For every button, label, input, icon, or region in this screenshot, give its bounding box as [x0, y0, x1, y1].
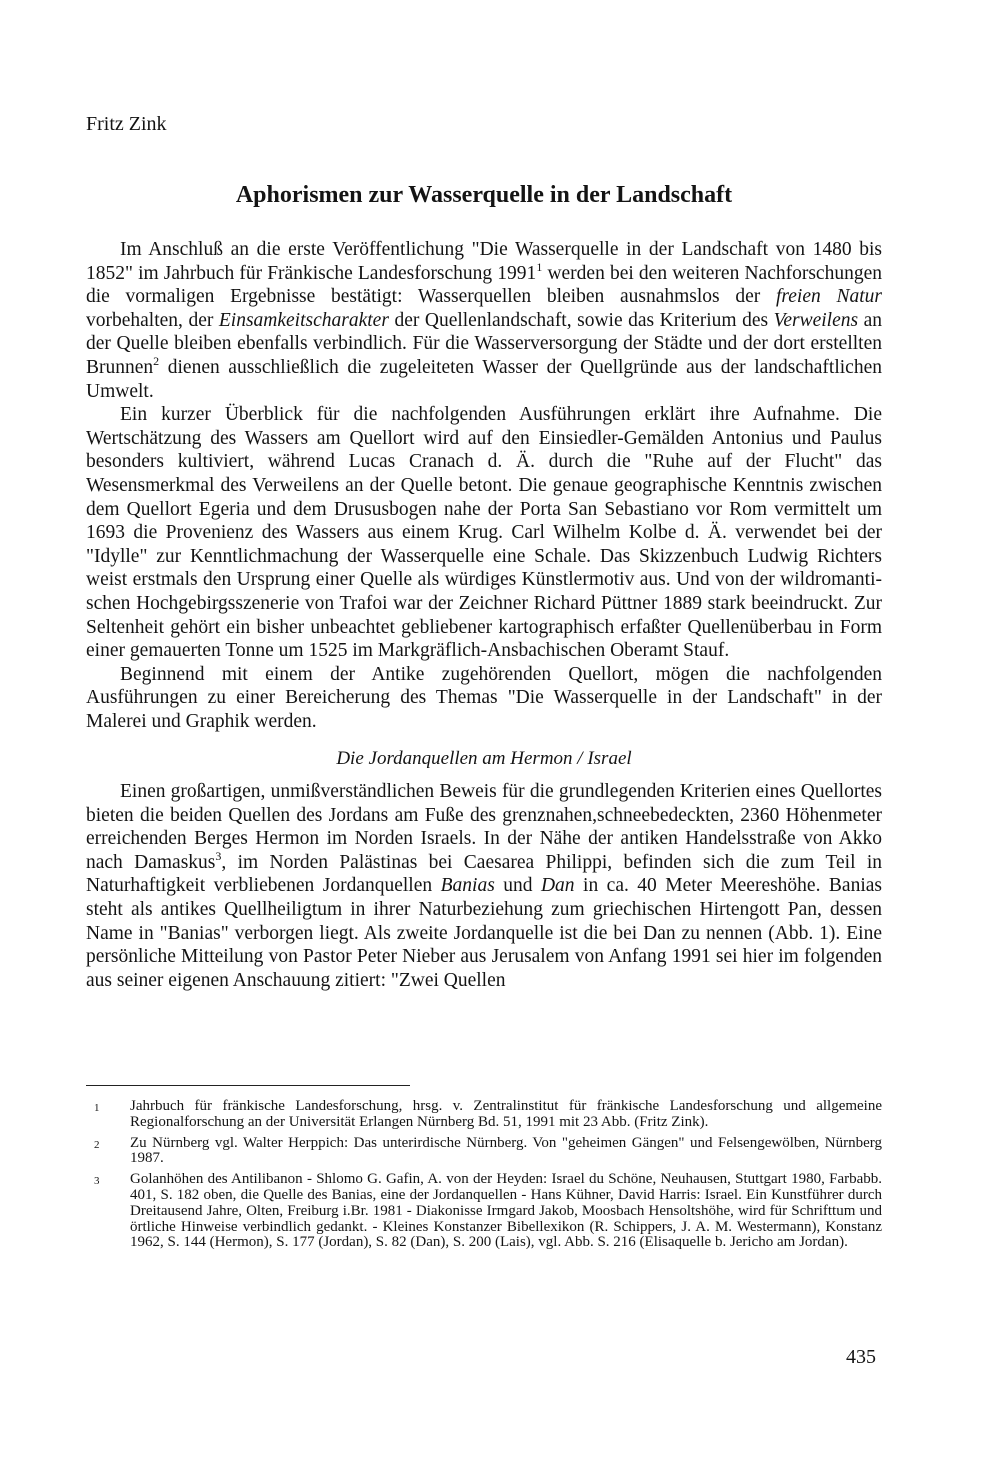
text-run: Im Anschluß an die erste Veröffentlichung "Die Wasserquelle in der Landschaft von 1480 bis 1852" im Jahrbuch für Fränkische Landesforschung 1991: [86, 239, 882, 284]
text-run: der Quellenlandschaft, sowie das Kriterium des: [388, 309, 774, 331]
text-run: an der Quelle bleiben ebenfalls verbindlich. Für die Wasserversorgung der Städte und der dort erstellten Brunnen: [86, 309, 883, 378]
footnote-ref: 3: [215, 848, 222, 863]
footnote-number: 3: [94, 1175, 100, 1188]
emphasis: freien Natur: [775, 286, 882, 308]
text-run: Ein kurzer Überblick für die nachfolgenden Ausführungen erklärt ihre Aufnahme. Die Wertschätzung des Wassers am Quellort wird auf den Einsiedler-Gemälden Antonius und Paulus besonders kultiviert, während Lucas Cranach d. Ä. durch die "Ruhe auf der Flucht" das Wesensmerkmal des Verweilens an der Quelle betont. Die genaue geographische Kenntnis zwischen dem Quellort Egeria und dem Drususbogen nahe der Porta San Sebastiano vor Rom vermittelt um 1693 die Provenienz des Wassers aus einem Krug. Carl Wilhelm Kolbe d. Ä. verwendet bei der "Idylle" zur Kenntlichmachung der Wasserquelle eine Schale. Das Skizzenbuch Ludwig Richters weist erstmals den Ursprung einer Quelle als würdiges Künstlermotiv aus. Und von der wildromantischen Hochgebirgsszenerie von Trafoi war der Zeichner Richard Püttner 1889 stark beeindruckt. Zur Seltenheit gehört ein bisher unbeachtet gebliebener kartographisch erfaßter Quellenüberbau in Form einer gemauerten Tonne um 1525 im Markgräflich-Ansbachischen Oberamt Stauf.: [86, 404, 882, 662]
text-run: in ca. 40 Meter Meereshöhe. Banias steht als antikes Quellheiligtum in ihrer Naturbeziehung zum griechischen Hirtengott Pan, dessen Name in "Banias" verborgen liegt. Als zweite Jordanquelle ist die bei Dan zu nennen (Abb. 1). Eine persönliche Mitteilung von Pastor Peter Nieber aus Jerusalem von Anfang 1991 sei hier im folgenden aus seiner eigenen Anschauung zitiert: "Zwei Quellen: [86, 875, 883, 991]
text-run: und: [494, 875, 541, 897]
emphasis: Einsamkeitscharakter: [218, 309, 389, 331]
text-run: werden bei den weiteren Nachforschungen die vormaligen Ergebnisse bestätigt: Wasserquellen bleiben ausnahmslos der: [86, 262, 882, 308]
emphasis: Banias: [440, 875, 495, 897]
body-paragraph: [86, 403, 882, 663]
footnote-text: Jahrbuch für fränkische Landesforschung, hrsg. v. Zentralinstitut für fränkische Landesforschung und allgemeine Regionalforschung an der Universität Erlangen Nürnberg Bd. 51, 1991 mit 23 Abb. (Fritz Zink).: [130, 1098, 882, 1130]
text-run: Einen großartigen, unmißverständlichen Beweis für die grundlegenden Kriterien eines Quellortes bieten die beiden Quellen des Jordans am Fuße des grenznahen,schneebedeckten, 2360 Höhenmeter erreichenden Berges Hermon im Norden Israels. In der Nähe der antiken Handelsstraße von Akko nach Damaskus: [86, 781, 882, 873]
footnote-number: 1: [94, 1102, 100, 1114]
body-paragraph: [86, 663, 882, 734]
footnote: [86, 1136, 882, 1168]
footnote: [86, 1099, 882, 1131]
footnote-number: 2: [94, 1138, 100, 1151]
emphasis: Verweilens: [773, 309, 859, 331]
text-run: , im Norden Palästinas bei Caesarea Philippi, befinden sich die zum Teil in Naturhaftigkeit verbliebenen Jordanquellen: [86, 851, 882, 897]
article-title: Aphorismen zur Wasserquelle in der Landschaft: [235, 182, 733, 208]
section-subheading: Die Jordanquellen am Hermon / Israel: [336, 748, 632, 770]
author-name: Fritz Zink: [86, 113, 167, 135]
footnote-text: Golanhöhen des Antilibanon - Shlomo G. Gafin, A. von der Heyden: Israel du Schöne, Neuhausen, Stuttgart 1980, Farbabb. 401, S. 182 oben, die Quelle des Banias, eine der Jordanquellen - Hans Kühner, David Harris: Israel. Ein Kunstführer durch Dreitausend Jahre, Olten, Freiburg i.Br. 1981 - Diakonisse Irmgard Jakob, Moosbach Hensoltshöhe, wird für Schrifttum und örtliche Hinweise verbindlich gedankt. - Kleines Konstanzer Bibellexikon (R. Schippers, J. A. M. Westermann), Konstanz 1962, S. 144 (Hermon), S. 177 (Jordan), S. 82 (Dan), S. 200 (Lais), vgl. Abb. S. 216 (Elisaquelle b. Jericho am Jordan).: [130, 1171, 882, 1251]
emphasis: Dan: [540, 875, 575, 897]
text-run: dienen ausschließlich die zugeleiteten Wasser der Quellgründe aus der landschaftlichen Umwelt.: [86, 356, 882, 402]
article-body: [86, 238, 882, 992]
page-number: 435: [846, 1346, 876, 1368]
body-paragraph: [86, 238, 882, 403]
body-paragraph: [86, 780, 882, 992]
footnote: [86, 1172, 882, 1251]
text-run: Beginnend mit einem der Antike zugehörenden Quellort, mögen die nachfolgenden Ausführungen zu einer Bereicherung des Themas "Die Wasserquelle in der Landschaft" in der Malerei und Graphik werden.: [86, 663, 882, 732]
text-run: vorbehalten, der: [86, 309, 219, 331]
footnote-ref: 1: [536, 259, 543, 274]
footnotes: [86, 1099, 882, 1256]
footnote-divider: [86, 1085, 410, 1086]
footnote-ref: 2: [153, 353, 160, 368]
footnote-text: Zu Nürnberg vgl. Walter Herppich: Das unterirdische Nürnberg. Von "geheimen Gängen" und Felsengewölben, Nürnberg 1987.: [130, 1134, 882, 1167]
